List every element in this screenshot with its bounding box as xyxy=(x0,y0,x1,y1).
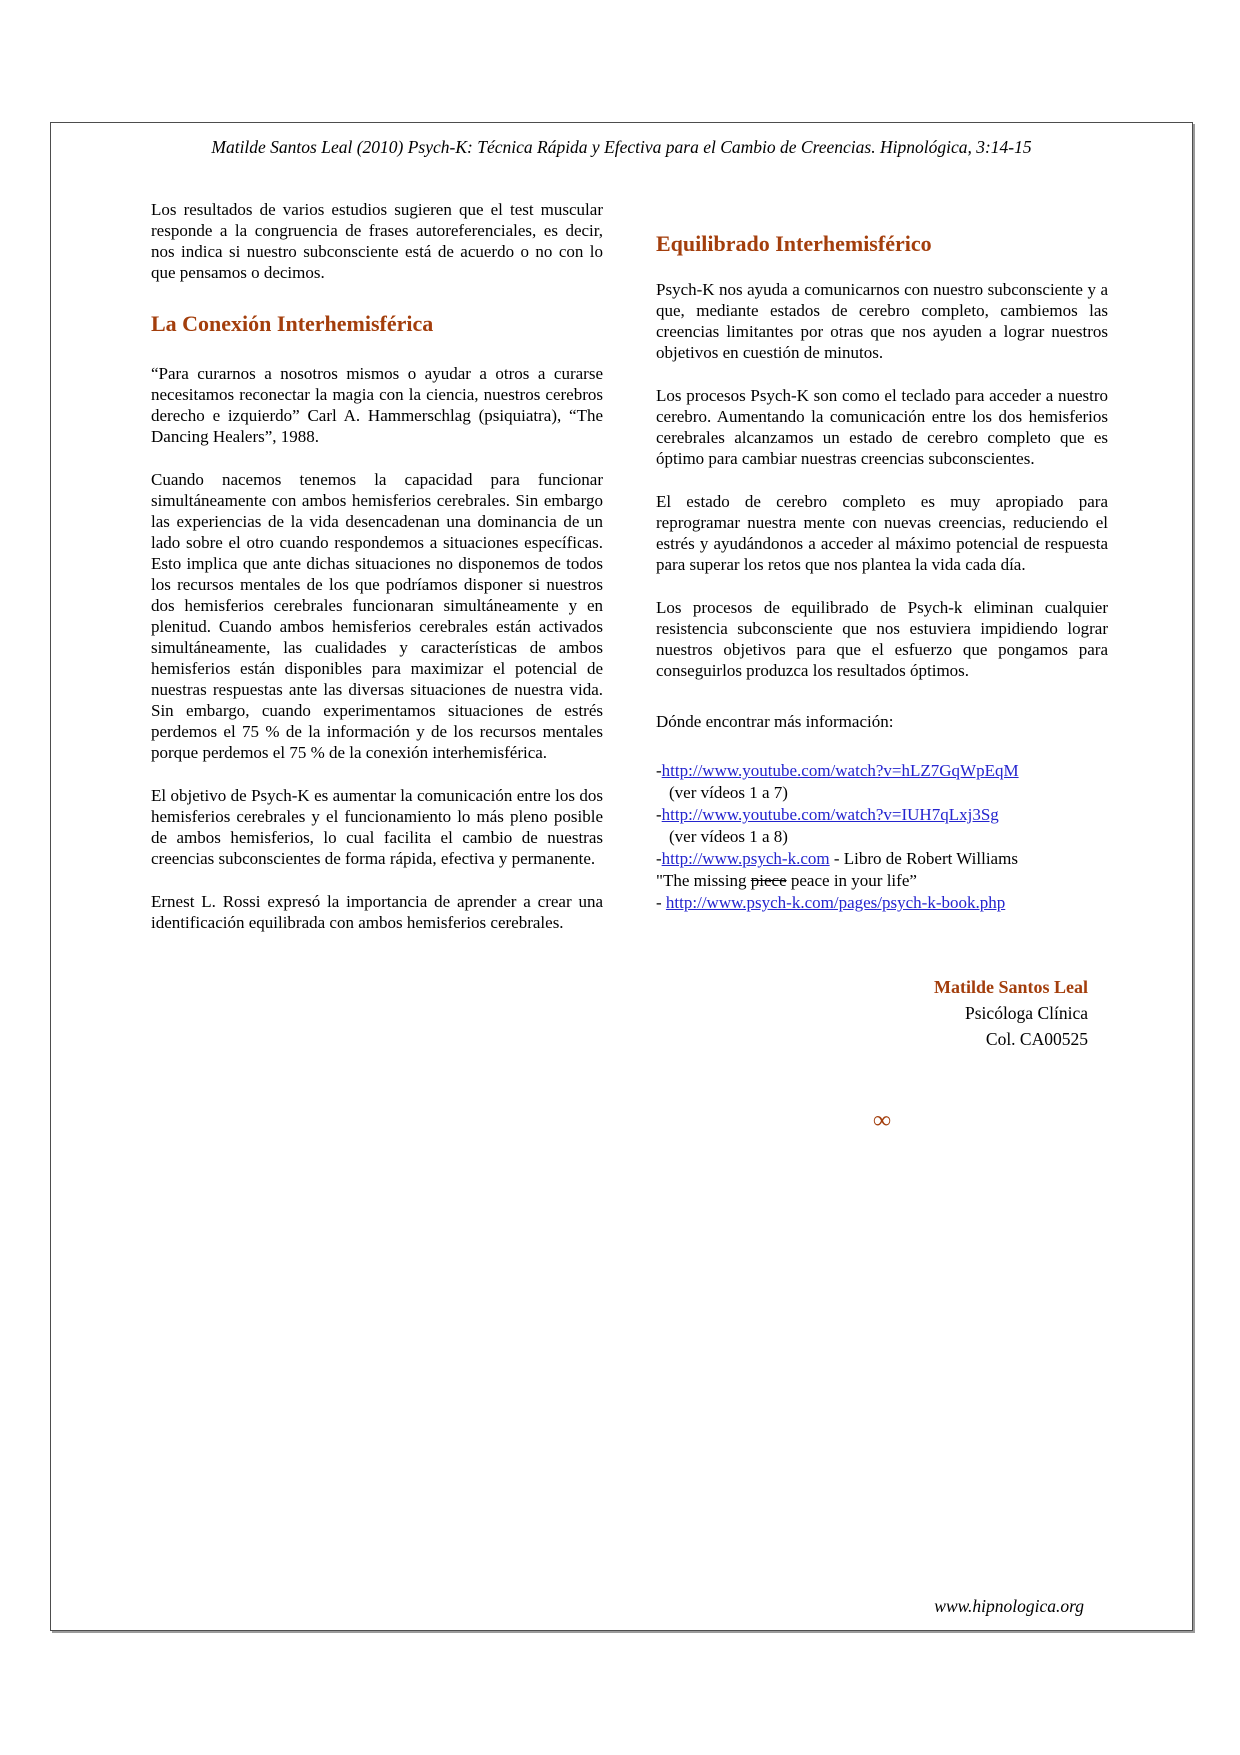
author-college-number: Col. CA00525 xyxy=(985,1029,1088,1049)
link-prefix: - xyxy=(656,805,662,824)
links-list xyxy=(656,760,1108,914)
section-heading-conexion: La Conexión Interhemisférica xyxy=(151,311,434,336)
right-column xyxy=(656,199,1108,1134)
paragraph-whole-brain-state: El estado de cerebro completo es muy apropiado para reprogramar nuestra mente con nuevas creencias, reduciendo el estrés y ayudándonos a acceder al máximo potencial de respuesta para superar los retos que nos plantea la vida cada día. xyxy=(656,492,1108,574)
paragraph-hemispheres: Cuando nacemos tenemos la capacidad para funcionar simultáneamente con ambos hemisferios cerebrales. Sin embargo las experiencias de la vida desencadenan una dominancia de un lado sobre el otro cuando respondemos a situaciones específicas. Esto implica que ante dichas situaciones no disponemos de todos los recursos mentales de los que podríamos disponer si nuestros dos hemisferios cerebrales funcionaran simultáneamente y en plenitud. Cuando ambos hemisferios cerebrales están activados simultáneamente, las cualidades y características de ambos hemisferios están disponibles para maximizar el potencial de nuestras respuestas ante las diversas situaciones de nuestra vida. Sin embargo, cuando experimentamos situaciones de estrés perdemos el 75 % de la información y de los recursos mentales porque perdemos el 75 % de la conexión interhemisférica. xyxy=(151,470,603,762)
link-line-psychk-book xyxy=(656,892,1108,914)
citation-header: Matilde Santos Leal (2010) Psych-K: Técnica Rápida y Efectiva para el Cambio de Creencias. Hipnológica, 3:14-15 xyxy=(211,137,1032,157)
author-title: Psicóloga Clínica xyxy=(965,1003,1088,1023)
paragraph-hammerschlag-quote: “Para curarnos a nosotros mismos o ayudar a otros a curarse necesitamos reconectar la magia con la ciencia, nuestros cerebros derecho e izquierdo” Carl A. Hammerschlag (psiquiatra), “The Dancing Healers”, 1988. xyxy=(151,364,603,446)
paragraph-psychk-helps: Psych-K nos ayuda a comunicarnos con nuestro subconsciente y a que, mediante estados de cerebro completo, cambiemos las creencias limitantes por otras que nos ayuden a lograr nuestros objetivos en cuestión de minutos. xyxy=(656,280,1108,362)
book-title-pre: "The missing xyxy=(656,871,751,890)
link-note-videos-1-7: (ver vídeos 1 a 7) xyxy=(669,783,788,802)
link-prefix: - xyxy=(656,893,666,912)
link-note-videos-1-8: (ver vídeos 1 a 8) xyxy=(669,827,788,846)
youtube-link-1[interactable]: http://www.youtube.com/watch?v=hLZ7GqWpEqM xyxy=(661,761,1019,780)
paragraph-muscle-test: Los resultados de varios estudios sugieren que el test muscular responde a la congruencia de frases autoreferenciales, es decir, nos indica si nuestro subconsciente está de acuerdo o no con lo que pensamos o decimos. xyxy=(151,200,603,282)
psychk-site-link[interactable]: http://www.psych-k.com xyxy=(661,849,830,868)
link-suffix-book-author: - Libro de Robert Williams xyxy=(829,849,1018,868)
psychk-book-link[interactable]: http://www.psych-k.com/pages/psych-k-book.php xyxy=(665,893,1006,912)
youtube-link-2[interactable]: http://www.youtube.com/watch?v=IUH7qLxj3Sg xyxy=(661,805,999,824)
infinity-symbol: ∞ xyxy=(873,1107,891,1134)
paragraph-rossi: Ernest L. Rossi expresó la importancia de aprender a crear una identificación equilibrada con ambos hemisferios cerebrales. xyxy=(151,892,603,932)
paragraph-balancing-processes: Los procesos de equilibrado de Psych-k eliminan cualquier resistencia subconsciente que nos estuviera impidiendo lograr nuestros objetivos para que el esfuerzo que pongamos para conseguirlos produzca los resultados óptimos. xyxy=(656,598,1108,680)
left-column xyxy=(151,199,603,955)
signature-block xyxy=(656,974,1108,1052)
link-line-psychk xyxy=(656,848,1108,870)
book-title-post: peace in your life” xyxy=(786,871,917,890)
section-heading-equilibrado: Equilibrado Interhemisférico xyxy=(656,231,932,256)
link-prefix: - xyxy=(656,849,662,868)
page-border-box xyxy=(50,122,1193,1631)
link-line-youtube-1 xyxy=(656,760,1108,782)
link-prefix: - xyxy=(656,761,662,780)
paragraph-psychk-objective: El objetivo de Psych-K es aumentar la comunicación entre los dos hemisferios cerebrales y el funcionamiento lo más pleno posible de ambos hemisferios, lo cual facilita el cambio de nuestras creencias subconscientes de forma rápida, efectiva y permanente. xyxy=(151,786,603,868)
strikethrough-word: piece xyxy=(750,871,787,890)
book-title-line xyxy=(656,870,1108,892)
paragraph-keyboard: Los procesos Psych-K son como el teclado para acceder a nuestro cerebro. Aumentando la comunicación entre los dos hemisferios cerebrales alcanzamos un estado de cerebro completo que es óptimo para cambiar nuestras creencias subconscientes. xyxy=(656,386,1108,468)
footer-website: www.hipnologica.org xyxy=(934,1596,1084,1616)
more-info-label: Dónde encontrar más información: xyxy=(656,712,894,731)
link-line-youtube-2 xyxy=(656,804,1108,826)
author-name: Matilde Santos Leal xyxy=(933,977,1088,997)
